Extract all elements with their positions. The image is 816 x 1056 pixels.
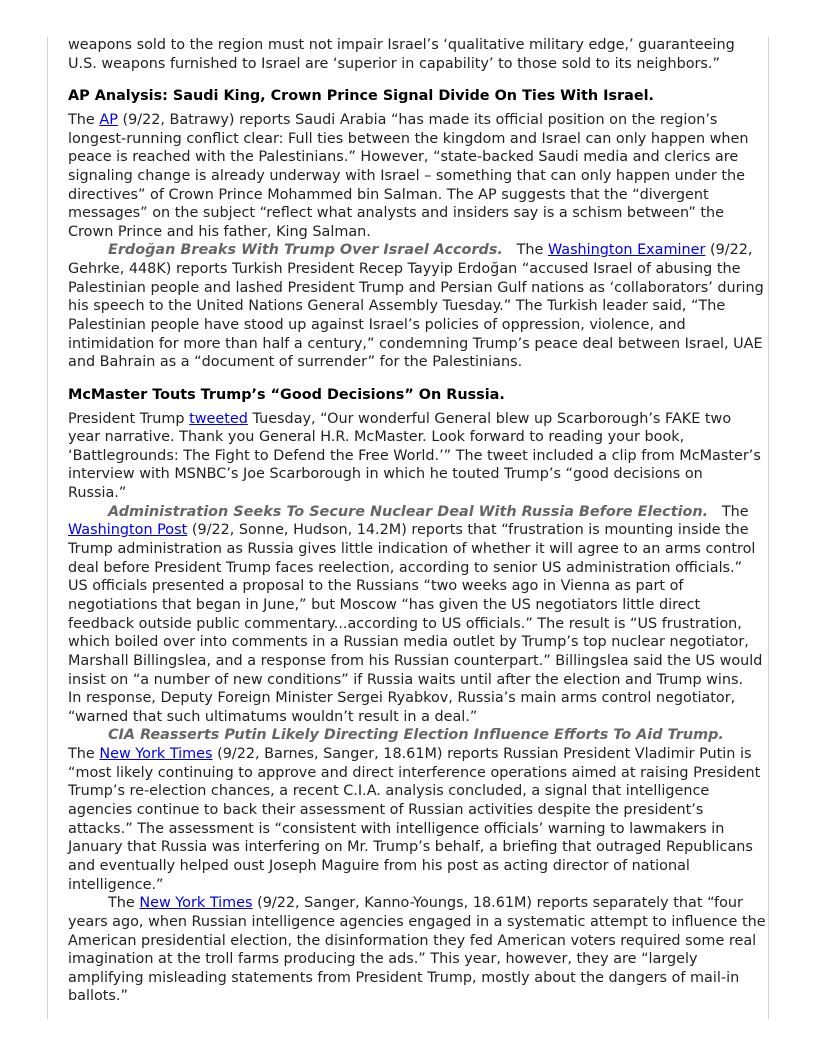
text-line xyxy=(68,932,768,951)
paragraph xyxy=(68,36,768,73)
text-run: negotiations that began in June,” but Moscow “has given the US negotiators little direct xyxy=(68,596,701,613)
text-line xyxy=(68,969,768,988)
text-line xyxy=(68,540,768,559)
text-line xyxy=(68,745,768,764)
source-link[interactable]: Washington Post xyxy=(68,522,188,539)
text-run: and Bahrain as a “document of surrender” for the Palestinians. xyxy=(68,354,523,371)
text-run: President Trump xyxy=(68,410,190,427)
text-run: The xyxy=(68,111,100,128)
text-line xyxy=(68,894,768,913)
text-run: In response, Deputy Foreign Minister Sergei Ryabkov, Russia’s main arms control negotiator, xyxy=(68,690,736,707)
text-line xyxy=(68,279,768,298)
text-run: his speech to the United Nations General Assembly Tuesday.” The Turkish leader said, “The xyxy=(68,298,726,315)
text-line xyxy=(68,596,768,615)
source-link[interactable]: New York Times xyxy=(99,746,213,763)
text-run: Trump administration as Russia gives little indication of whether it will agree to an arms control xyxy=(68,541,756,558)
text-run: “most likely continuing to approve and direct interference operations aimed at raising President xyxy=(68,764,761,781)
text-line xyxy=(68,801,768,820)
text-line xyxy=(68,353,768,372)
paragraph xyxy=(68,410,768,1007)
text-run: ‘Battlegrounds: The Fight to Defend the Free World.’” The tweet included a clip from McMaster’s xyxy=(68,447,761,464)
text-run: peace is reached with the Palestinians.” However, “state-backed Saudi media and clerics are xyxy=(68,149,739,166)
text-line xyxy=(68,615,768,634)
text-line xyxy=(68,111,768,130)
text-run: Marshall Billingslea, and a response from his Russian counterpart.” Billingslea said the US would xyxy=(68,652,763,669)
text-run: January that Russia was interfering on Mr. Trump’s behalf, a briefing that outraged Republicans xyxy=(68,839,753,856)
text-run: deal before President Trump faces reelection, according to senior US administration officials.” xyxy=(68,559,743,576)
text-run: and eventually helped oust Joseph Maguire from his post as acting director of national xyxy=(68,857,690,874)
text-run: ballots.” xyxy=(68,988,128,1005)
text-run: longest-running conflict clear: Full ties between the kingdom and Israel can only happen when xyxy=(68,130,749,147)
text-run: Russia.” xyxy=(68,485,127,502)
text-line xyxy=(68,876,768,895)
text-line xyxy=(68,148,768,167)
text-line xyxy=(68,484,768,503)
text-line xyxy=(68,913,768,932)
text-run: attacks.” The assessment is “consistent with intelligence officials’ warning to lawmakers in xyxy=(68,820,725,837)
subheadline: Administration Seeks To Secure Nuclear Deal With Russia Before Election. xyxy=(108,503,709,520)
text-line xyxy=(68,186,768,205)
text-run: year narrative. Thank you General H.R. McMaster. Look forward to reading your book, xyxy=(68,429,685,446)
text-line xyxy=(68,633,768,652)
source-link[interactable]: AP xyxy=(99,111,118,128)
text-line xyxy=(68,260,768,279)
text-line xyxy=(68,297,768,316)
text-run: (9/22, Sanger, Kanno-Youngs, 18.61M) reports separately that “four xyxy=(252,895,743,912)
text-run: “warned that such ultimatums wouldn’t result in a deal.” xyxy=(68,708,478,725)
text-line xyxy=(68,36,768,55)
text-run: (9/22, Batrawy) reports Saudi Arabia “has made its official position on the region’s xyxy=(117,111,718,128)
text-line xyxy=(68,708,768,727)
source-link[interactable]: Washington Examiner xyxy=(547,242,706,259)
text-line xyxy=(68,204,768,223)
text-run: (9/22, xyxy=(705,242,753,259)
right-margin-rule xyxy=(768,37,769,1019)
text-run: interview with MSNBC’s Joe Scarborough in which he touted Trump’s “good decisions on xyxy=(68,466,703,483)
text-line xyxy=(68,577,768,596)
text-line xyxy=(68,223,768,242)
text-line xyxy=(68,764,768,783)
text-run: weapons sold to the region must not impair Israel’s ‘qualitative military edge,’ guaranteeing xyxy=(68,37,735,53)
text-line xyxy=(68,838,768,857)
text-line xyxy=(68,671,768,690)
text-run: The xyxy=(502,242,548,259)
text-line xyxy=(68,465,768,484)
text-run: Palestinian people have stood up against Israel’s policies of oppression, violence, and xyxy=(68,316,686,333)
text-run: The xyxy=(68,746,100,763)
text-run: Gehrke, 448K) reports Turkish President Recep Tayyip Erdoğan “accused Israel of abusing the xyxy=(68,261,741,278)
text-line xyxy=(68,559,768,578)
text-run: years ago, when Russian intelligence agencies engaged in a systematic attempt to influence the xyxy=(68,913,766,930)
text-run: Trump’s re-election chances, a recent C.I.A. analysis concluded, a signal that intelligence xyxy=(68,783,710,800)
text-run: imagination at the troll farms producing the ads.” This year, however, they are “largely xyxy=(68,951,698,968)
text-line xyxy=(68,410,768,429)
text-run: The xyxy=(108,895,140,912)
text-run: agencies continue to back their assessment of Russian activities despite the president’s xyxy=(68,802,704,819)
text-run: US officials presented a proposal to the Russians “two weeks ago in Vienna as part of xyxy=(68,578,684,595)
text-line xyxy=(68,335,768,354)
section-heading: AP Analysis: Saudi King, Crown Prince Signal Divide On Ties With Israel. xyxy=(68,88,654,105)
text-line xyxy=(68,820,768,839)
text-run: messages” on the subject “reflect what analysts and insiders say is a schism between” the xyxy=(68,205,725,222)
text-run: The xyxy=(708,503,749,520)
text-run: feedback outside public commentary...according to US officials.” The result is “US frustration, xyxy=(68,615,742,632)
text-run: (9/22, Sonne, Hudson, 14.2M) reports that “frustration is mounting inside the xyxy=(187,522,749,539)
text-line xyxy=(68,447,768,466)
text-run: amplifying misleading statements from President Trump, mostly about the dangers of mail-in xyxy=(68,969,740,986)
text-run: Tuesday, “Our wonderful General blew up Scarborough’s FAKE two xyxy=(247,410,732,427)
text-line xyxy=(68,167,768,186)
text-run: Crown Prince and his father, King Salman. xyxy=(68,223,371,240)
source-link[interactable]: tweeted xyxy=(189,410,248,427)
text-run: (9/22, Barnes, Sanger, 18.61M) reports Russian President Vladimir Putin is xyxy=(212,746,752,763)
text-line xyxy=(68,782,768,801)
text-line xyxy=(68,726,768,745)
subheadline: Erdoğan Breaks With Trump Over Israel Accords. xyxy=(108,242,503,259)
subheadline: CIA Reasserts Putin Likely Directing Election Influence Efforts To Aid Trump. xyxy=(108,727,724,744)
article-body xyxy=(68,36,768,1006)
left-margin-rule xyxy=(47,37,48,1019)
section-heading: McMaster Touts Trump’s “Good Decisions” On Russia. xyxy=(68,386,505,403)
text-run: American presidential election, the disinformation they fed American voters required some real xyxy=(68,932,757,949)
text-run: U.S. weapons furnished to Israel are ‘superior in capability’ to those sold to its neighbors.” xyxy=(68,55,720,72)
text-line xyxy=(68,652,768,671)
text-run: directives” of Crown Prince Mohammed bin Salman. The AP suggests that the “divergent xyxy=(68,186,709,203)
text-line xyxy=(68,55,768,74)
text-run: insist on “a number of new conditions” if Russia waits until after the election and Trump wins. xyxy=(68,671,744,688)
text-run: intelligence.” xyxy=(68,876,164,893)
text-line xyxy=(68,241,768,260)
text-run: intimidation for more than half a century,” condemning Trump’s peace deal between Israel, UAE xyxy=(68,335,763,352)
text-run: which boiled over into comments in a Russian media outlet by Trump’s top nuclear negotiator, xyxy=(68,634,749,651)
text-run: signaling change is already underway with Israel – something that can only happen under the xyxy=(68,167,746,184)
text-line xyxy=(68,130,768,149)
source-link[interactable]: New York Times xyxy=(139,895,253,912)
text-run: Palestinian people and lashed President Trump and Persian Gulf nations as ‘collaborators’ during xyxy=(68,279,764,296)
text-line xyxy=(68,521,768,540)
text-line xyxy=(68,316,768,335)
paragraph xyxy=(68,111,768,372)
text-line xyxy=(68,950,768,969)
text-line xyxy=(68,689,768,708)
text-line xyxy=(68,428,768,447)
text-line xyxy=(68,857,768,876)
text-line xyxy=(68,987,768,1006)
text-line xyxy=(68,503,768,522)
